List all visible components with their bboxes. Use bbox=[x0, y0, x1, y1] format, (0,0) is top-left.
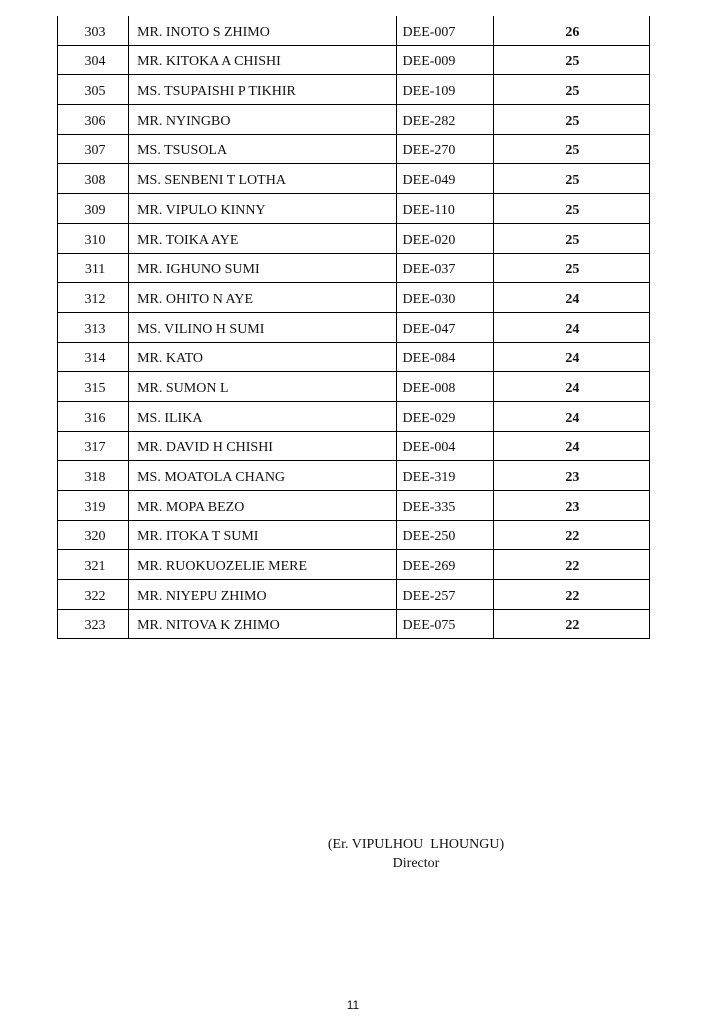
serial-number-cell bbox=[58, 312, 129, 342]
candidate-name-cell bbox=[129, 520, 396, 550]
roll-number-cell bbox=[396, 253, 493, 283]
marks-cell bbox=[493, 461, 649, 491]
roll-number-cell bbox=[396, 609, 493, 639]
serial-number-cell-text: 313 bbox=[84, 321, 106, 337]
serial-number-cell bbox=[58, 372, 129, 402]
serial-number-cell-text: 306 bbox=[84, 113, 106, 129]
serial-number-cell bbox=[58, 16, 129, 45]
marks-cell-text: 24 bbox=[565, 351, 580, 367]
roll-number-cell-text: DEE-047 bbox=[402, 321, 456, 337]
roll-number-cell-text: DEE-282 bbox=[402, 113, 456, 129]
roll-number-cell-text: DEE-009 bbox=[402, 54, 456, 70]
serial-number-cell-text: 314 bbox=[84, 351, 106, 367]
candidate-name-cell-text: MR. NIYEPU ZHIMO bbox=[137, 588, 267, 604]
results-table bbox=[57, 16, 650, 639]
roll-number-cell bbox=[396, 283, 493, 313]
serial-number-cell bbox=[58, 580, 129, 610]
table-row bbox=[58, 194, 650, 224]
candidate-name-cell-text: MS. TSUSOLA bbox=[137, 143, 228, 159]
serial-number-cell bbox=[58, 223, 129, 253]
candidate-name-cell-text: MS. TSUPAISHI P TIKHIR bbox=[137, 84, 296, 100]
roll-number-cell bbox=[396, 45, 493, 75]
marks-cell bbox=[493, 16, 649, 45]
candidate-name-cell bbox=[129, 580, 396, 610]
table-row bbox=[58, 164, 650, 194]
serial-number-cell-text: 307 bbox=[84, 143, 106, 159]
candidate-name-cell bbox=[129, 283, 396, 313]
candidate-name-cell-text: MS. ILIKA bbox=[137, 410, 203, 426]
marks-cell-text: 25 bbox=[565, 143, 580, 159]
serial-number-cell bbox=[58, 520, 129, 550]
table-row bbox=[58, 312, 650, 342]
marks-cell bbox=[493, 431, 649, 461]
roll-number-cell bbox=[396, 580, 493, 610]
candidate-name-cell bbox=[129, 372, 396, 402]
marks-cell-text: 22 bbox=[565, 588, 580, 604]
serial-number-cell-text: 316 bbox=[84, 410, 106, 426]
marks-cell-text: 23 bbox=[565, 499, 580, 515]
marks-cell-text: 26 bbox=[565, 24, 580, 40]
candidate-name-cell-text: MR. KITOKA A CHISHI bbox=[137, 54, 281, 70]
serial-number-cell-text: 304 bbox=[84, 54, 106, 70]
marks-cell bbox=[493, 342, 649, 372]
candidate-name-cell-text: MR. RUOKUOZELIE MERE bbox=[137, 559, 308, 575]
serial-number-cell bbox=[58, 550, 129, 580]
serial-number-cell bbox=[58, 401, 129, 431]
marks-cell bbox=[493, 609, 649, 639]
roll-number-cell-text: DEE-335 bbox=[402, 499, 456, 515]
roll-number-cell-text: DEE-029 bbox=[402, 410, 456, 426]
serial-number-cell bbox=[58, 491, 129, 521]
roll-number-cell bbox=[396, 75, 493, 105]
candidate-name-cell bbox=[129, 105, 396, 135]
candidate-name-cell bbox=[129, 401, 396, 431]
serial-number-cell-text: 305 bbox=[84, 84, 106, 100]
marks-cell-text: 22 bbox=[565, 618, 580, 634]
roll-number-cell bbox=[396, 431, 493, 461]
candidate-name-cell-text: MR. IGHUNO SUMI bbox=[137, 262, 260, 278]
serial-number-cell-text: 311 bbox=[84, 262, 106, 278]
table-row bbox=[58, 223, 650, 253]
marks-cell-text: 25 bbox=[565, 202, 580, 218]
marks-cell bbox=[493, 223, 649, 253]
marks-cell-text: 23 bbox=[565, 470, 580, 485]
candidate-name-cell-text: MR. TOIKA AYE bbox=[137, 232, 239, 248]
serial-number-cell-text: 320 bbox=[84, 529, 106, 545]
table-row bbox=[58, 580, 650, 610]
candidate-name-cell bbox=[129, 461, 396, 491]
marks-cell-text: 24 bbox=[565, 440, 580, 456]
candidate-name-cell bbox=[129, 550, 396, 580]
marks-cell-text: 22 bbox=[565, 559, 580, 575]
roll-number-cell bbox=[396, 134, 493, 164]
roll-number-cell-text: DEE-084 bbox=[402, 351, 456, 367]
table-row bbox=[58, 401, 650, 431]
roll-number-cell bbox=[396, 312, 493, 342]
candidate-name-cell bbox=[129, 194, 396, 224]
serial-number-cell bbox=[58, 342, 129, 372]
marks-cell bbox=[493, 580, 649, 610]
marks-cell-text: 24 bbox=[565, 380, 580, 396]
roll-number-cell-text: DEE-004 bbox=[402, 440, 456, 456]
table-row bbox=[58, 283, 650, 313]
table-row bbox=[58, 609, 650, 639]
marks-cell bbox=[493, 134, 649, 164]
candidate-name-cell bbox=[129, 431, 396, 461]
roll-number-cell-text: DEE-269 bbox=[402, 559, 456, 575]
signatory-title: Director bbox=[392, 856, 440, 871]
candidate-name-cell-text: MR. VIPULO KINNY bbox=[137, 202, 266, 218]
roll-number-cell bbox=[396, 194, 493, 224]
candidate-name-cell bbox=[129, 253, 396, 283]
serial-number-cell-text: 310 bbox=[84, 232, 106, 248]
roll-number-cell bbox=[396, 223, 493, 253]
roll-number-cell-text: DEE-075 bbox=[402, 618, 456, 634]
marks-cell bbox=[493, 45, 649, 75]
marks-cell-text: 25 bbox=[565, 173, 580, 189]
candidate-name-cell bbox=[129, 312, 396, 342]
table-row bbox=[58, 253, 650, 283]
marks-cell bbox=[493, 491, 649, 521]
candidate-name-cell-text: MR. ITOKA T SUMI bbox=[137, 529, 259, 545]
candidate-name-cell-text: MS. MOATOLA CHANG bbox=[137, 470, 286, 485]
marks-cell-text: 24 bbox=[565, 291, 580, 307]
marks-cell-text: 25 bbox=[565, 113, 580, 129]
roll-number-cell-text: DEE-030 bbox=[402, 291, 456, 307]
candidate-name-cell-text: MR. INOTO S ZHIMO bbox=[137, 24, 270, 40]
signature-block bbox=[300, 835, 532, 873]
serial-number-cell bbox=[58, 609, 129, 639]
candidate-name-cell bbox=[129, 164, 396, 194]
serial-number-cell-text: 308 bbox=[84, 173, 106, 189]
candidate-name-cell bbox=[129, 609, 396, 639]
candidate-name-cell bbox=[129, 134, 396, 164]
candidate-name-cell-text: MS. VILINO H SUMI bbox=[137, 321, 265, 337]
serial-number-cell bbox=[58, 75, 129, 105]
roll-number-cell bbox=[396, 461, 493, 491]
roll-number-cell bbox=[396, 401, 493, 431]
serial-number-cell bbox=[58, 253, 129, 283]
serial-number-cell-text: 312 bbox=[84, 291, 106, 307]
marks-cell bbox=[493, 105, 649, 135]
marks-cell-text: 25 bbox=[565, 84, 580, 100]
table-row bbox=[58, 431, 650, 461]
candidate-name-cell bbox=[129, 491, 396, 521]
table-row bbox=[58, 16, 650, 45]
serial-number-cell-text: 315 bbox=[84, 380, 106, 396]
marks-cell bbox=[493, 550, 649, 580]
candidate-name-cell-text: MR. DAVID H CHISHI bbox=[137, 440, 273, 456]
candidate-name-cell-text: MR. NYINGBO bbox=[137, 113, 231, 129]
table-row bbox=[58, 342, 650, 372]
table-row bbox=[58, 372, 650, 402]
marks-cell bbox=[493, 194, 649, 224]
roll-number-cell bbox=[396, 342, 493, 372]
marks-cell-text: 24 bbox=[565, 410, 580, 426]
candidate-name-cell bbox=[129, 75, 396, 105]
serial-number-cell bbox=[58, 431, 129, 461]
serial-number-cell bbox=[58, 283, 129, 313]
serial-number-cell-text: 317 bbox=[84, 440, 106, 456]
roll-number-cell-text: DEE-319 bbox=[402, 470, 456, 485]
marks-cell bbox=[493, 401, 649, 431]
marks-cell bbox=[493, 253, 649, 283]
marks-cell-text: 22 bbox=[565, 529, 580, 545]
roll-number-cell-text: DEE-020 bbox=[402, 232, 456, 248]
table-row bbox=[58, 134, 650, 164]
marks-cell bbox=[493, 312, 649, 342]
candidate-name-cell bbox=[129, 45, 396, 75]
table-row bbox=[58, 550, 650, 580]
roll-number-cell bbox=[396, 520, 493, 550]
roll-number-cell bbox=[396, 105, 493, 135]
serial-number-cell bbox=[58, 105, 129, 135]
marks-cell bbox=[493, 75, 649, 105]
table-row bbox=[58, 520, 650, 550]
serial-number-cell bbox=[58, 45, 129, 75]
marks-cell bbox=[493, 164, 649, 194]
roll-number-cell-text: DEE-037 bbox=[402, 262, 456, 278]
marks-cell-text: 24 bbox=[565, 321, 580, 337]
candidate-name-cell bbox=[129, 342, 396, 372]
roll-number-cell-text: DEE-250 bbox=[402, 529, 456, 545]
roll-number-cell-text: DEE-257 bbox=[402, 588, 456, 604]
roll-number-cell-text: DEE-049 bbox=[402, 173, 456, 189]
marks-cell bbox=[493, 520, 649, 550]
marks-cell bbox=[493, 372, 649, 402]
roll-number-cell bbox=[396, 164, 493, 194]
serial-number-cell bbox=[58, 194, 129, 224]
roll-number-cell-text: DEE-008 bbox=[402, 380, 456, 396]
candidate-name-cell bbox=[129, 16, 396, 45]
candidate-name-cell-text: MR. NITOVA K ZHIMO bbox=[137, 618, 280, 634]
signatory-name: (Er. VIPULHOU LHOUNGU) bbox=[327, 837, 505, 852]
roll-number-cell-text: DEE-110 bbox=[402, 202, 455, 218]
candidate-name-cell-text: MR. MOPA BEZO bbox=[137, 499, 245, 515]
marks-cell bbox=[493, 283, 649, 313]
page-number: 11 bbox=[346, 998, 360, 1012]
serial-number-cell-text: 303 bbox=[84, 24, 106, 40]
roll-number-cell-text: DEE-109 bbox=[402, 84, 456, 100]
candidate-name-cell-text: MR. SUMON L bbox=[137, 380, 229, 396]
table-row bbox=[58, 461, 650, 491]
candidate-name-cell bbox=[129, 223, 396, 253]
roll-number-cell-text: DEE-270 bbox=[402, 143, 456, 159]
candidate-name-cell-text: MR. KATO bbox=[137, 351, 203, 367]
serial-number-cell bbox=[58, 461, 129, 491]
table-row bbox=[58, 491, 650, 521]
table-row bbox=[58, 45, 650, 75]
marks-cell-text: 25 bbox=[565, 232, 580, 248]
candidate-name-cell-text: MR. OHITO N AYE bbox=[137, 291, 254, 307]
roll-number-cell-text: DEE-007 bbox=[402, 24, 456, 40]
roll-number-cell bbox=[396, 491, 493, 521]
roll-number-cell bbox=[396, 372, 493, 402]
serial-number-cell-text: 321 bbox=[84, 559, 106, 575]
serial-number-cell-text: 319 bbox=[84, 499, 106, 515]
roll-number-cell bbox=[396, 16, 493, 45]
table-row bbox=[58, 105, 650, 135]
table-row bbox=[58, 75, 650, 105]
serial-number-cell bbox=[58, 134, 129, 164]
roll-number-cell bbox=[396, 550, 493, 580]
serial-number-cell-text: 323 bbox=[84, 618, 106, 634]
serial-number-cell-text: 318 bbox=[84, 470, 106, 485]
results-table-body bbox=[58, 16, 650, 639]
serial-number-cell-text: 322 bbox=[84, 588, 106, 604]
serial-number-cell-text: 309 bbox=[84, 202, 106, 218]
marks-cell-text: 25 bbox=[565, 54, 580, 70]
serial-number-cell bbox=[58, 164, 129, 194]
marks-cell-text: 25 bbox=[565, 262, 580, 278]
candidate-name-cell-text: MS. SENBENI T LOTHA bbox=[137, 173, 286, 189]
